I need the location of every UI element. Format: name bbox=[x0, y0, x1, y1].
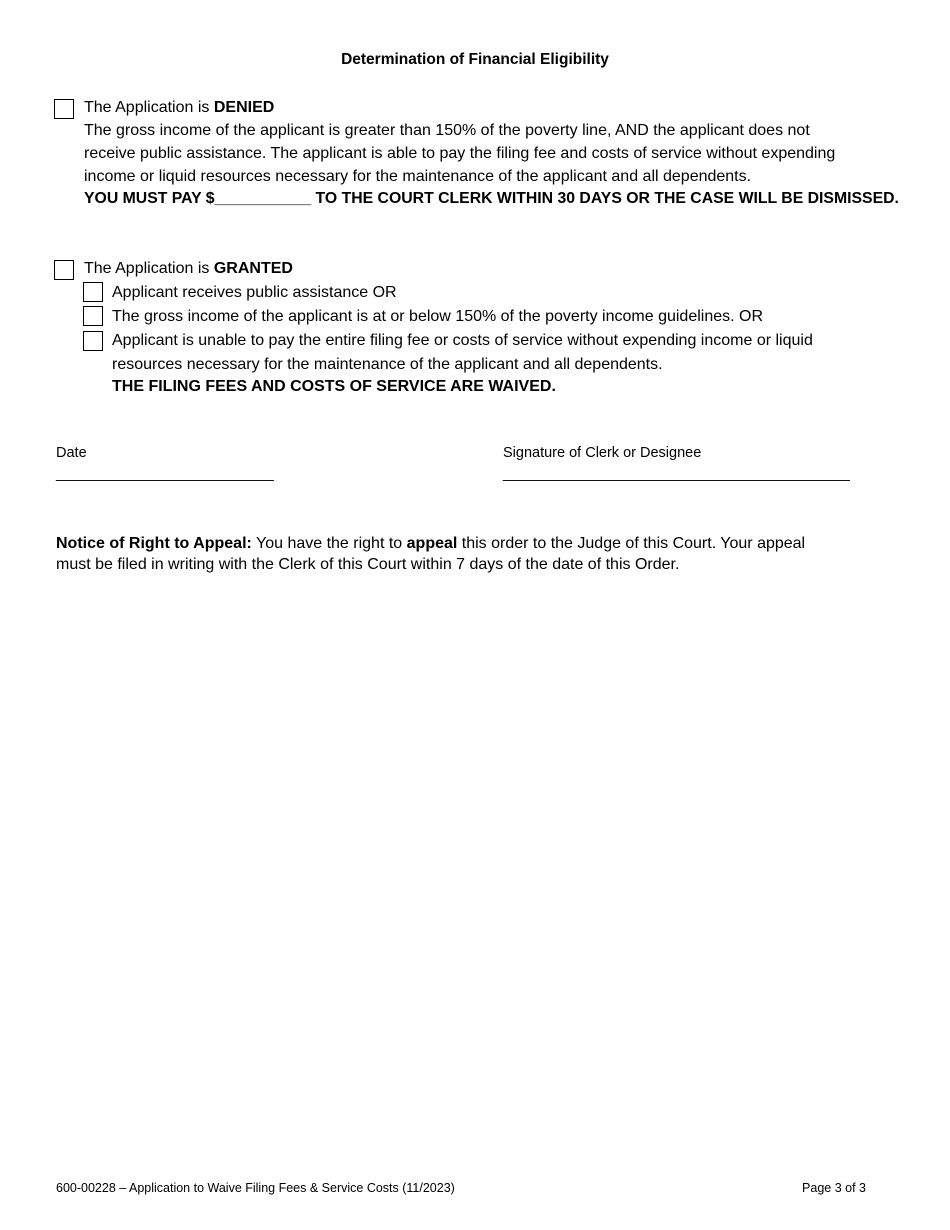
appeal-notice-line-1 bbox=[56, 533, 805, 556]
waived-notice: THE FILING FEES AND COSTS OF SERVICE ARE WAIVED. bbox=[112, 378, 556, 395]
denied-heading bbox=[84, 97, 274, 120]
unable-to-pay-label-line-2: resources necessary for the maintenance of the applicant and all dependents. bbox=[112, 356, 663, 373]
denied-line-2: receive public assistance. The applicant is able to pay the filing fee and costs of service without expending bbox=[84, 145, 836, 162]
denied-line-3: income or liquid resources necessary for the maintenance of the applicant and all dependents. bbox=[84, 168, 752, 185]
appeal-text-a: You have the right to bbox=[251, 535, 407, 552]
clerk-signature-label: Signature of Clerk or Designee bbox=[503, 445, 702, 461]
granted-heading bbox=[84, 258, 293, 281]
income-guidelines-label: The gross income of the applicant is at or below 150% of the poverty income guidelines. OR bbox=[112, 308, 764, 325]
appeal-text-b: this order to the Judge of this Court. Your appeal bbox=[457, 535, 806, 552]
granted-status: GRANTED bbox=[213, 260, 293, 277]
denied-line-1: The gross income of the applicant is greater than 150% of the poverty line, AND the applicant does not bbox=[84, 122, 810, 139]
income-guidelines-checkbox[interactable] bbox=[83, 306, 103, 326]
denied-status: DENIED bbox=[213, 99, 275, 116]
denied-heading-prefix: The Application is bbox=[84, 99, 214, 116]
unable-to-pay-label-line-1: Applicant is unable to pay the entire filing fee or costs of service without expending income or liquid bbox=[112, 332, 813, 349]
unable-to-pay-checkbox[interactable] bbox=[83, 331, 103, 351]
granted-heading-prefix: The Application is bbox=[84, 260, 214, 277]
denied-checkbox[interactable] bbox=[54, 99, 74, 119]
appeal-notice-line-2: must be filed in writing with the Clerk of this Court within 7 days of the date of this Order. bbox=[56, 556, 680, 573]
page-number: Page 3 of 3 bbox=[802, 1181, 866, 1195]
granted-checkbox[interactable] bbox=[54, 260, 74, 280]
date-label: Date bbox=[56, 445, 87, 461]
appeal-heading: Notice of Right to Appeal: bbox=[56, 535, 252, 552]
public-assistance-label: Applicant receives public assistance OR bbox=[112, 284, 397, 301]
public-assistance-checkbox[interactable] bbox=[83, 282, 103, 302]
date-line[interactable]: ___________________________ bbox=[56, 466, 274, 482]
payment-notice: YOU MUST PAY $___________ TO THE COURT CLERK WITHIN 30 DAYS OR THE CASE WILL BE DISMISSED. bbox=[84, 190, 899, 207]
clerk-signature-line[interactable]: ___________________________________________ bbox=[503, 466, 850, 482]
page-title: Determination of Financial Eligibility bbox=[341, 51, 609, 68]
appeal-emphasis: appeal bbox=[406, 535, 458, 552]
form-identifier: 600-00228 – Application to Waive Filing Fees & Service Costs (11/2023) bbox=[56, 1181, 455, 1195]
